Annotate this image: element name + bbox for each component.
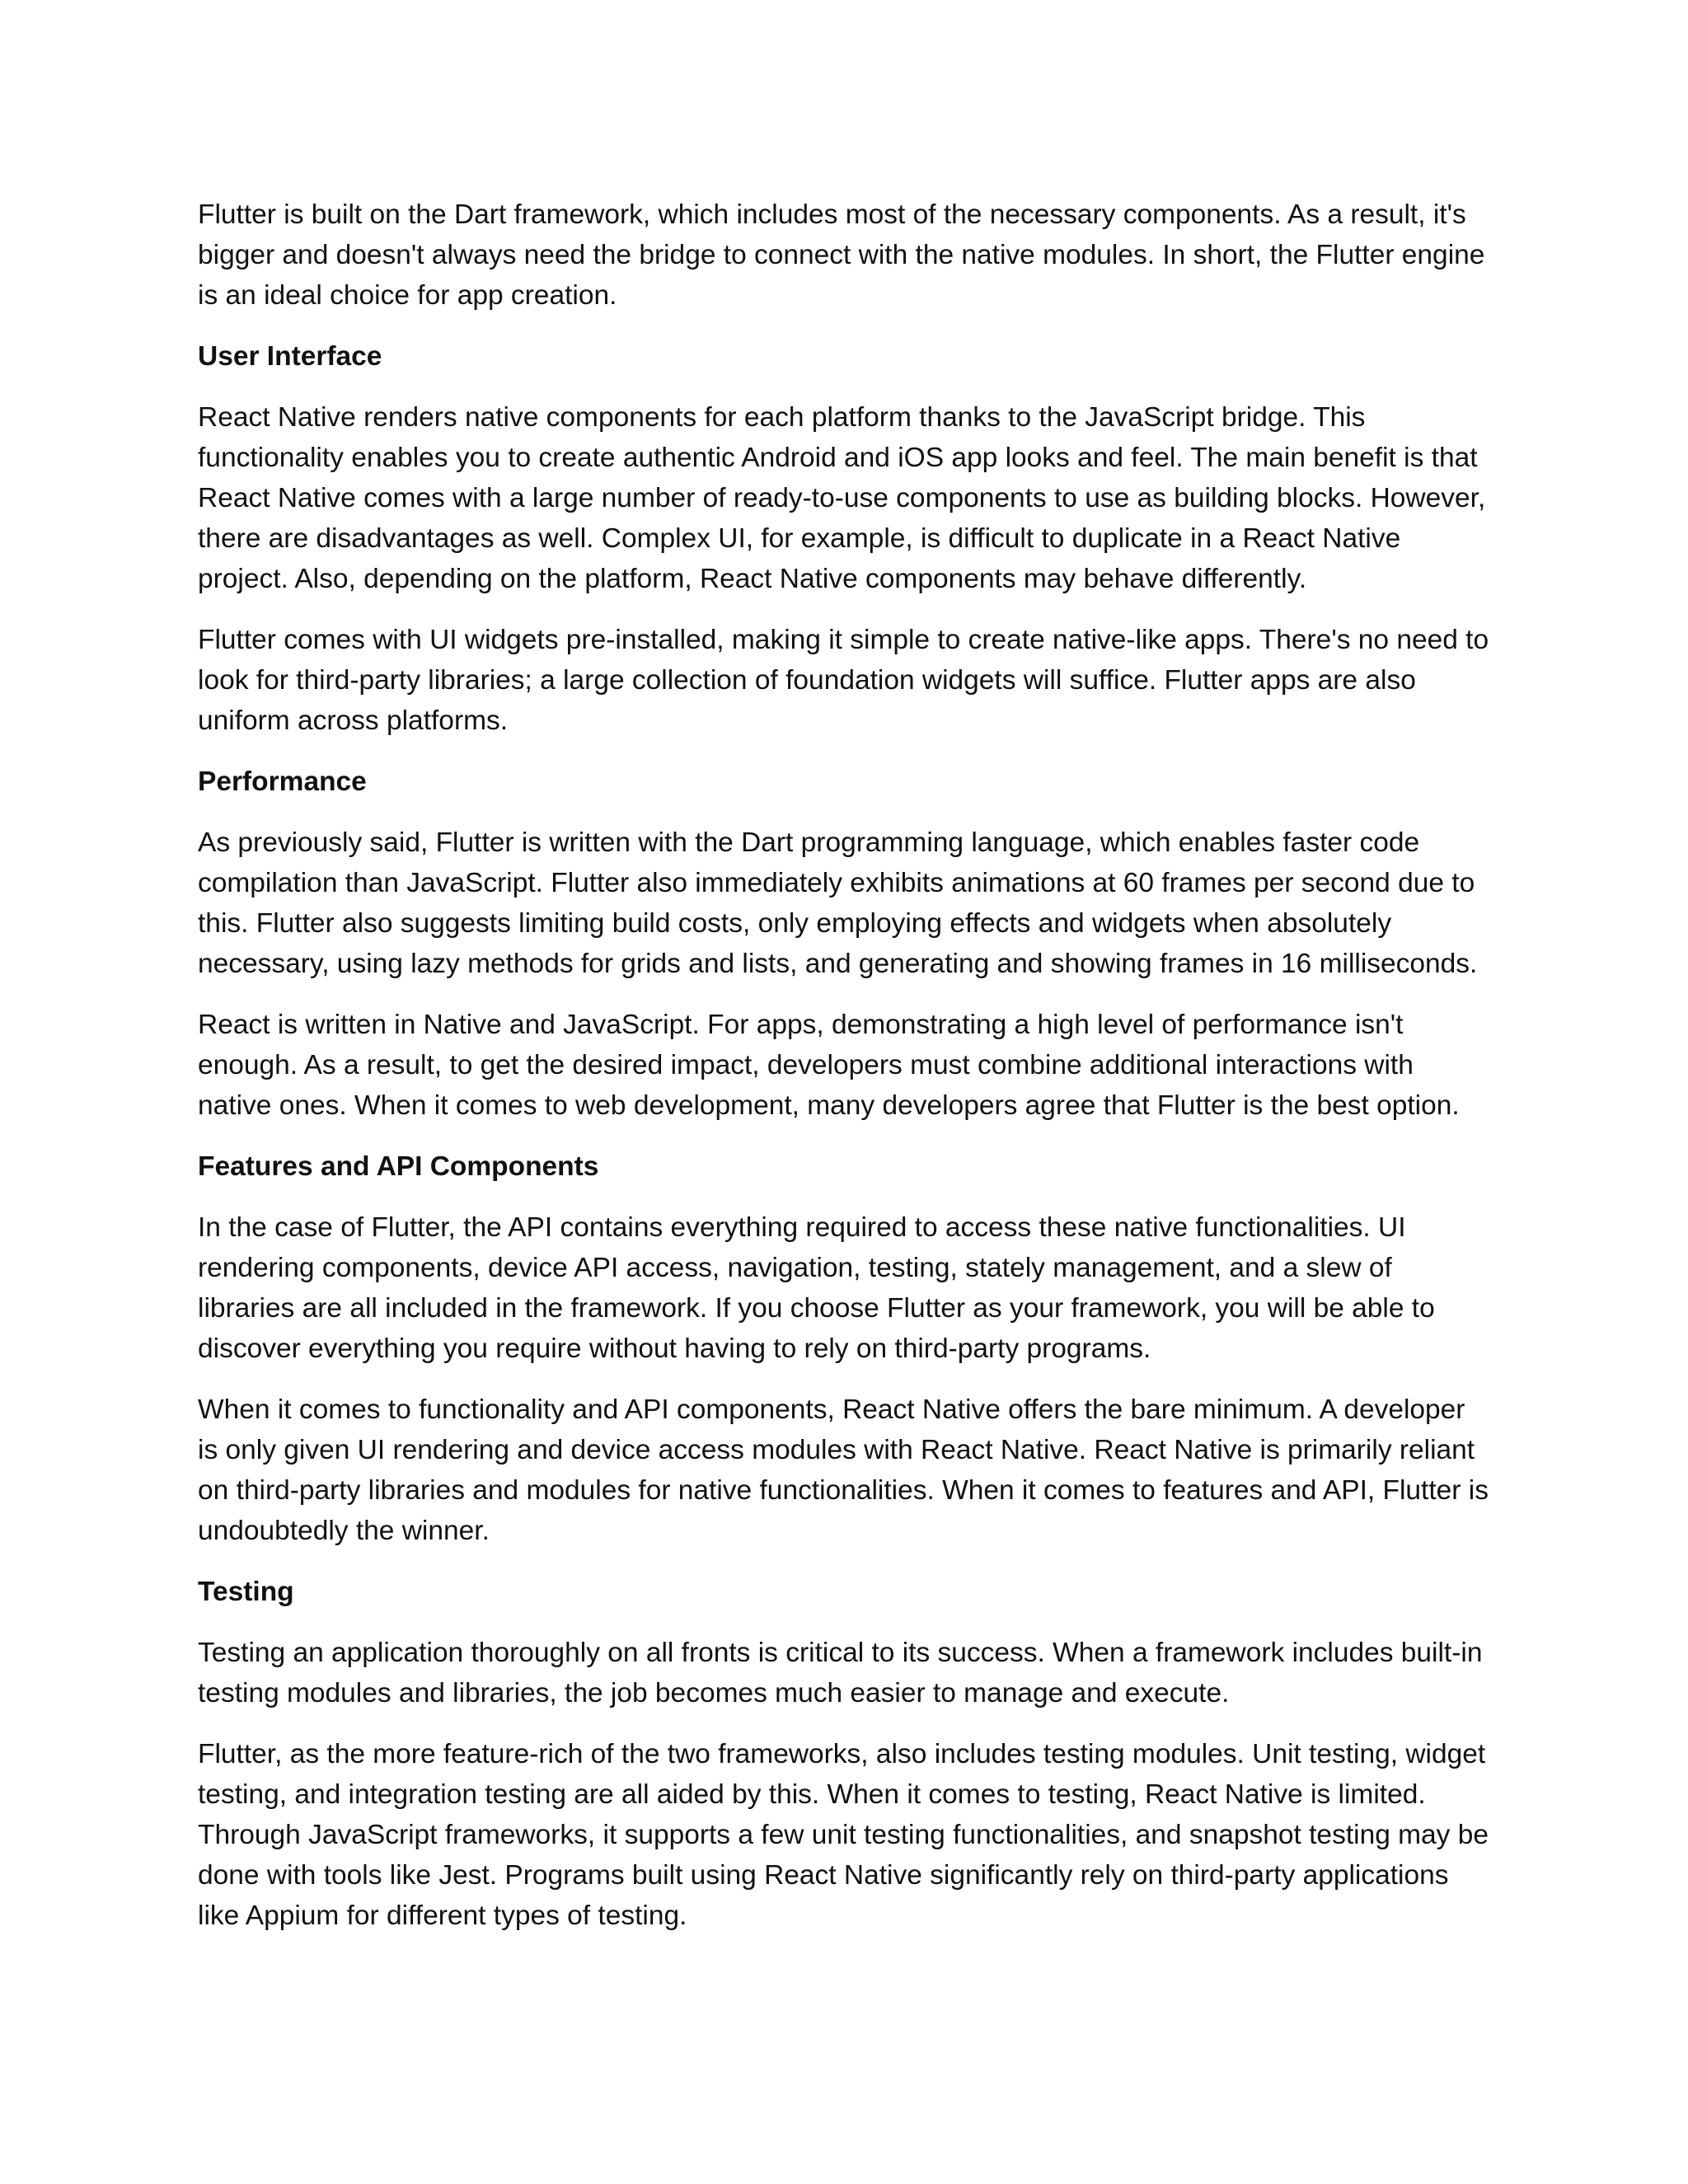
heading-performance: Performance — [198, 766, 367, 797]
paragraph-ui-react-native: React Native renders native components for each platform thanks to the JavaScript bridge. This functionality enables you to create authentic Android and iOS app looks and feel. The main benefit is that React Native comes with a large number of ready-to-use components to use as building blocks. However, there are disadvantages as well. Complex UI, for example, is difficult to duplicate in a React Native project. Also, depending on the platform, React Native components may behave differently. — [198, 402, 1486, 594]
heading-testing: Testing — [198, 1577, 294, 1607]
paragraph-intro: Flutter is built on the Dart framework, which includes most of the necessary components. As a result, it's bigger and doesn't always need the bridge to connect with the native modules. In short, the Flutter engine is an ideal choice for app creation. — [198, 199, 1485, 311]
heading-user-interface: User Interface — [198, 341, 382, 372]
paragraph-ui-flutter: Flutter comes with UI widgets pre-installed, making it simple to create native-like apps. There's no need to look for third-party libraries; a large collection of foundation widgets will suffice. Flutter apps are also uniform across platforms. — [198, 625, 1489, 736]
paragraph-features-react-native: When it comes to functionality and API components, React Native offers the bare minimum. A developer is only given UI rendering and device access modules with React Native. React Native is primarily reliant on third-party libraries and modules for native functionalities. When it comes to features and API, Flutter is undoubtedly the winner. — [198, 1394, 1489, 1546]
paragraph-testing-comparison: Flutter, as the more feature-rich of the two frameworks, also includes testing modules. Unit testing, widget testing, and integration testing are all aided by this. When it comes to testing, React Native is limited. Through JavaScript frameworks, it supports a few unit testing functionalities, and snapshot testing may be done with tools like Jest. Programs built using React Native significantly rely on third-party applications like Appium for different types of testing. — [198, 1739, 1489, 1931]
paragraph-features-flutter: In the case of Flutter, the API contains everything required to access these native functionalities. UI rendering components, device API access, navigation, testing, stately management, and a slew of libraries are all included in the framework. If you choose Flutter as your framework, you will be able to discover everything you require without having to rely on third-party programs. — [198, 1212, 1435, 1364]
heading-features-api: Features and API Components — [198, 1151, 599, 1182]
document-page — [198, 194, 1492, 1957]
paragraph-testing-intro: Testing an application thoroughly on all fronts is critical to its success. When a framework includes built-in testing modules and libraries, the job becomes much easier to manage and execute. — [198, 1638, 1483, 1708]
paragraph-performance-flutter: As previously said, Flutter is written with the Dart programming language, which enables faster code compilation than JavaScript. Flutter also immediately exhibits animations at 60 frames per second due to this. Flutter also suggests limiting build costs, only employing effects and widgets when absolutely necessary, using lazy methods for grids and lists, and generating and showing frames in 16 milliseconds. — [198, 827, 1478, 979]
paragraph-performance-react: React is written in Native and JavaScript. For apps, demonstrating a high level of performance isn't enough. As a result, to get the desired impact, developers must combine additional interactions with native ones. When it comes to web development, many developers agree that Flutter is the best option. — [198, 1010, 1460, 1121]
